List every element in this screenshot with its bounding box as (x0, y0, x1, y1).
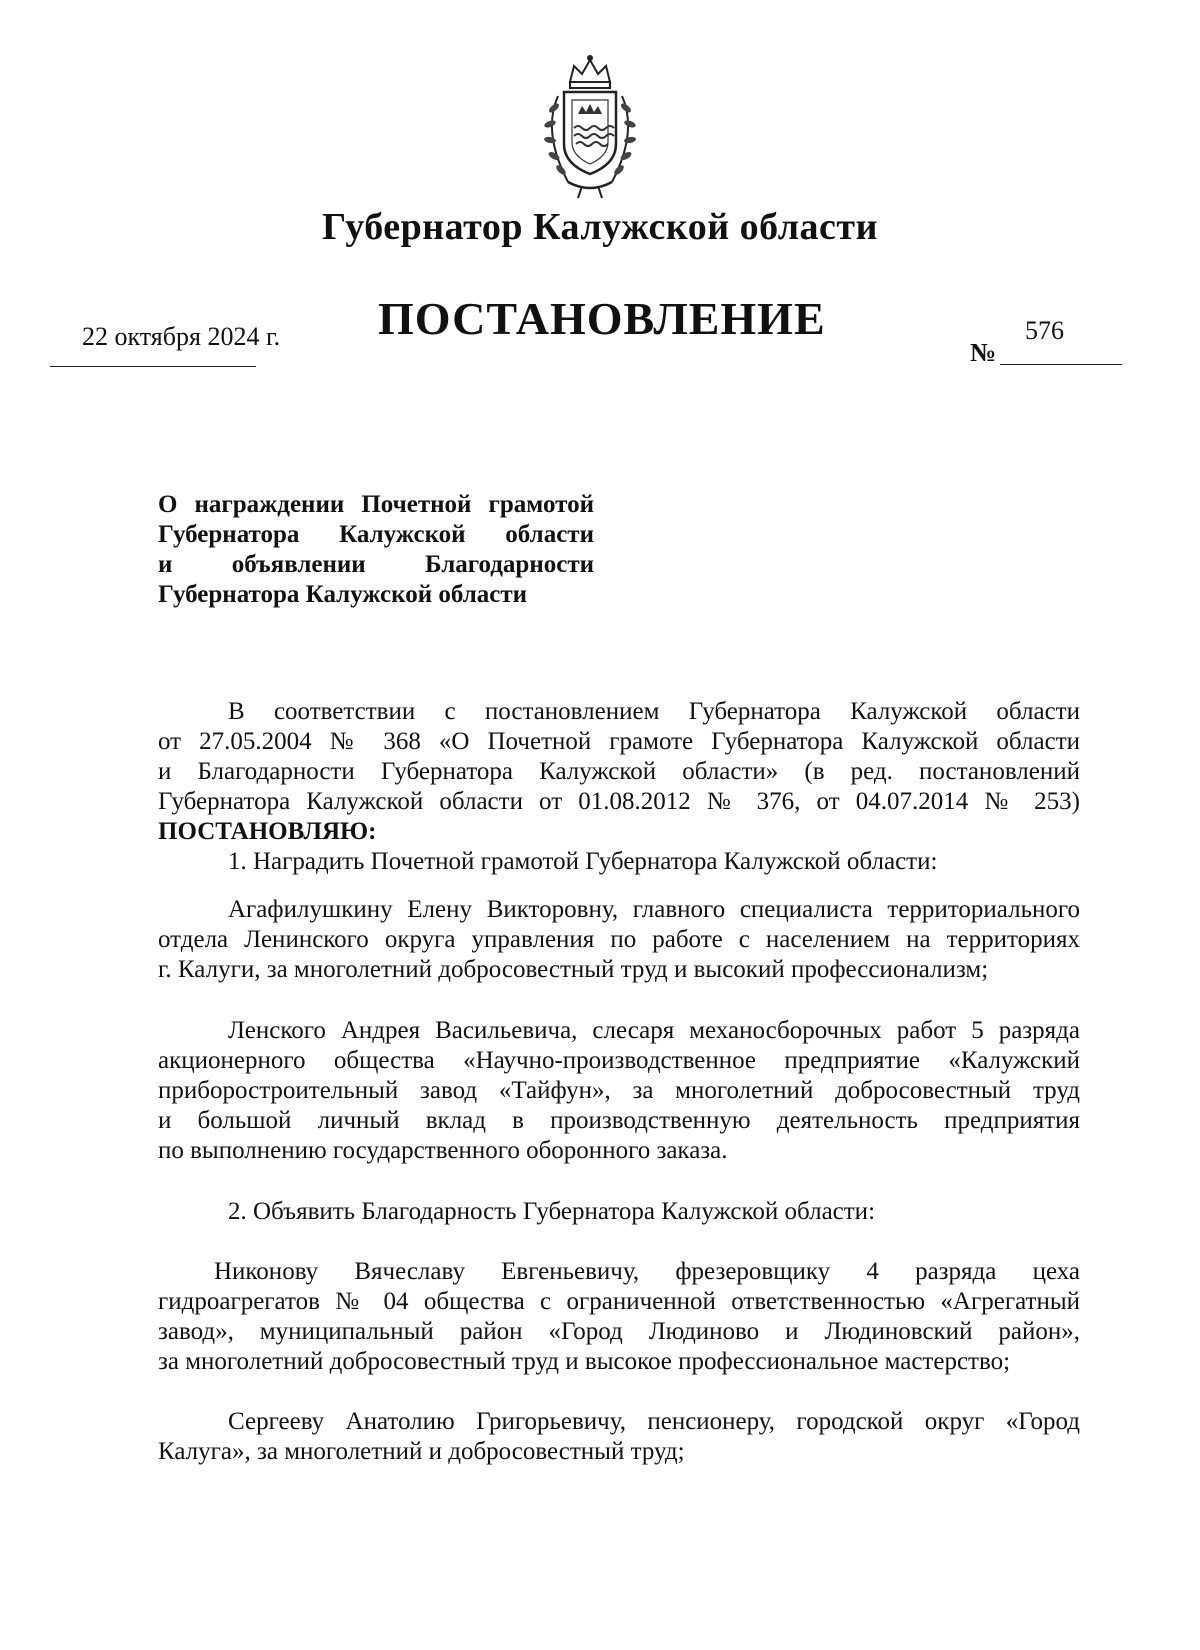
award-entry (158, 895, 1080, 985)
award-entry-line: Ленского Андрея Васильевича, слесаря механосборочных работ 5 разряда (228, 1017, 1080, 1044)
award-entry-line: и большой личный вклад в производственную деятельность предприятия (158, 1107, 1080, 1134)
item2-heading-block (158, 1197, 1080, 1227)
subject-line: Губернатора Калужской области (158, 581, 528, 608)
preamble-line: В соответствии с постановлением Губернатора Калужской области (228, 698, 1080, 725)
issuing-authority-title: Губернатор Калужской области (322, 206, 878, 248)
gratitude-entry-line: Сергееву Анатолию Григорьевичу, пенсионеру, городской округ «Город (228, 1408, 1080, 1435)
number-underline (1000, 364, 1122, 365)
gratitude-entry-line: гидроагрегатов № 04 общества с ограниченной ответственностью «Агрегатный (158, 1288, 1080, 1315)
gratitude-entry (158, 1257, 1080, 1377)
item2-heading: 2. Объявить Благодарность Губернатора Калужской области: (228, 1198, 876, 1225)
gratitude-entry (158, 1407, 1080, 1467)
subject-line: Губернатора Калужской области (158, 521, 594, 548)
preamble-paragraph (158, 697, 1080, 877)
award-entry-line: акционерного общества «Научно-производственное предприятие «Калужский (158, 1047, 1080, 1074)
document-subject (158, 490, 594, 610)
coat-of-arms-emblem (528, 52, 652, 200)
award-entry-line: г. Калуги, за многолетний добросовестный труд и высокий профессионализм; (158, 956, 989, 983)
preamble-line: и Благодарности Губернатора Калужской области» (в ред. постановлений (158, 758, 1080, 785)
award-entry-line: по выполнению государственного оборонного заказа. (158, 1137, 728, 1164)
date-underline (50, 366, 256, 367)
award-entry-line: отдела Ленинского округа управления по работе с населением на территориях (158, 926, 1080, 953)
gratitude-entry-line: завод», муниципальный район «Город Людиново и Людиновский район», (158, 1318, 1080, 1345)
document-number-label: № (970, 338, 997, 367)
subject-line: и объявлении Благодарности (158, 551, 594, 578)
preamble-line: Губернатора Калужской области от 01.08.2012 № 376, от 04.07.2014 № 253) (158, 788, 1080, 815)
gratitude-entry-line: за многолетний добросовестный труд и высокое профессиональное мастерство; (158, 1348, 1011, 1375)
subject-line: О награждении Почетной грамотой (158, 491, 594, 518)
award-entry (158, 1016, 1080, 1166)
item1-heading: 1. Наградить Почетной грамотой Губернатора Калужской области: (228, 848, 938, 875)
gratitude-entry-line: Калуга», за многолетний и добросовестный труд; (158, 1438, 685, 1465)
decree-word: ПОСТАНОВЛЯЮ: (158, 818, 377, 845)
document-type-heading: ПОСТАНОВЛЕНИЕ (378, 293, 826, 344)
gratitude-entry-line: Никонову Вячеславу Евгеньевичу, фрезеровщику 4 разряда цеха (214, 1258, 1080, 1285)
document-date: 22 октября 2024 г. (82, 322, 281, 351)
award-entry-line: приборостроительный завод «Тайфун», за многолетний добросовестный труд (158, 1077, 1080, 1104)
document-number: 576 (1025, 316, 1064, 345)
preamble-line: от 27.05.2004 № 368 «О Почетной грамоте Губернатора Калужской области (158, 728, 1080, 755)
award-entry-line: Агафилушкину Елену Викторовну, главного специалиста территориального (228, 896, 1080, 923)
